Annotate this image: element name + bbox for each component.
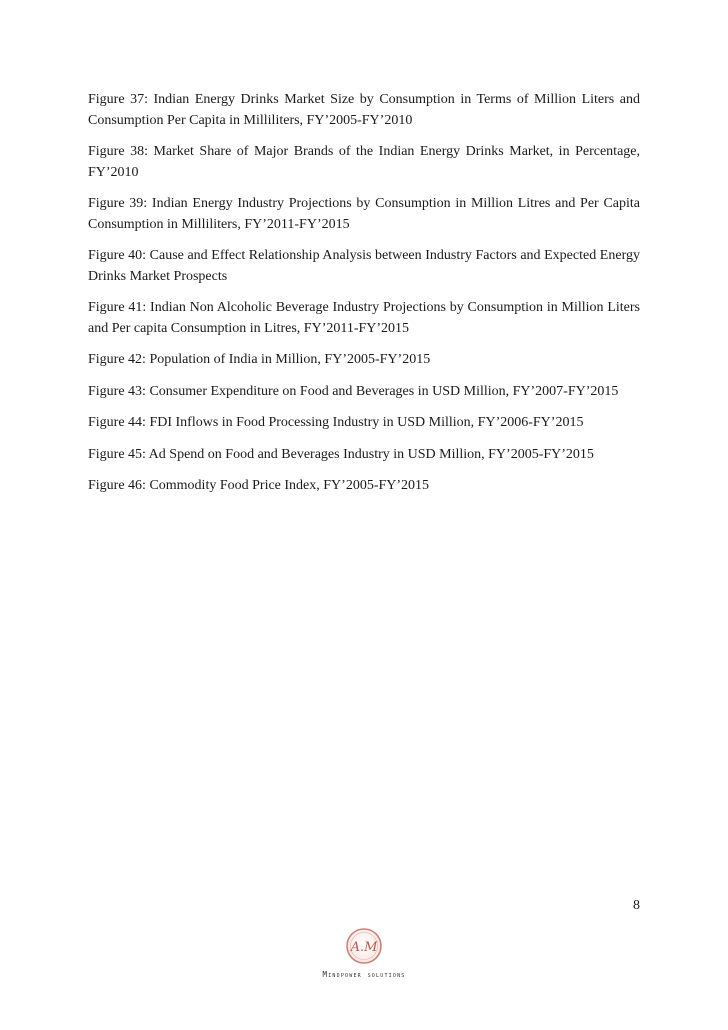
logo-mark-icon: [340, 924, 388, 968]
figure-entry-45: Figure 45: Ad Spend on Food and Beverages Industry in USD Million, FY’2005-FY’2015: [88, 446, 594, 462]
figure-entry-43: Figure 43: Consumer Expenditure on Food and Beverages in USD Million, FY’2007-FY’2015: [88, 383, 619, 399]
figure-entry-38: Figure 38: Market Share of Major Brands of the Indian Energy Drinks Market, in Percentage, FY’2010: [88, 144, 640, 180]
figure-entry-44: Figure 44: FDI Inflows in Food Processing Industry in USD Million, FY’2006-FY’2015: [88, 415, 584, 430]
figure-entry-46: Figure 46: Commodity Food Price Index, FY’2005-FY’2015: [88, 478, 430, 493]
list-of-figures: [88, 90, 640, 508]
figure-entry-39: Figure 39: Indian Energy Industry Projections by Consumption in Million Litres and Per Capita Consumption in Milliliters, FY’2011-FY’2015: [88, 196, 640, 232]
logo-mark-text: A.M: [350, 940, 378, 955]
page-number: 8: [633, 898, 640, 913]
company-logo: [312, 924, 416, 984]
figure-entry-41: Figure 41: Indian Non Alcoholic Beverage Industry Projections by Consumption in Million Liters and Per capita Consumption in Litres, FY’2011-FY’2015: [88, 300, 640, 336]
logo-company-name: Mindpower solutions: [322, 970, 406, 979]
figure-entry-42: Figure 42: Population of India in Million, FY’2005-FY’2015: [88, 352, 431, 367]
figure-entry-40: Figure 40: Cause and Effect Relationship Analysis between Industry Factors and Expected Energy Drinks Market Prospects: [88, 248, 640, 284]
figure-entry-37: Figure 37: Indian Energy Drinks Market Size by Consumption in Terms of Million Liters and Consumption Per Capita in Milliliters, FY’2005-FY’2010: [88, 92, 640, 128]
